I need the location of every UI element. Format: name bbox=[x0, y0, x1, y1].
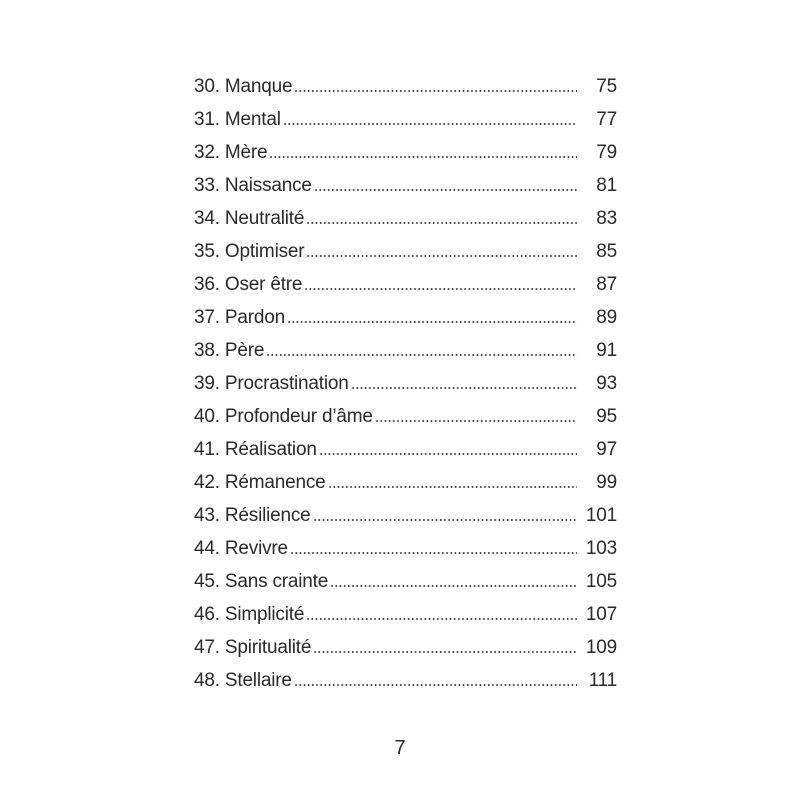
dot-leader bbox=[294, 85, 577, 93]
toc-entry-page: 81 bbox=[596, 175, 617, 196]
toc-entry bbox=[194, 433, 617, 466]
toc-entry-page: 101 bbox=[585, 505, 617, 526]
dot-leader bbox=[313, 646, 577, 654]
dot-leader bbox=[283, 118, 577, 126]
toc-entry-title: 41. Réalisation bbox=[194, 439, 317, 460]
toc-entry-title: 40. Profondeur d’âme bbox=[194, 406, 373, 427]
toc-entry-title: 44. Revivre bbox=[194, 538, 288, 559]
toc-entry-page: 99 bbox=[596, 472, 617, 493]
toc-entry-title: 46. Simplicité bbox=[194, 604, 305, 625]
toc-entry-title: 35. Optimiser bbox=[194, 241, 305, 262]
toc-entry-title: 47. Spiritualité bbox=[194, 637, 312, 658]
toc-entry-page: 107 bbox=[585, 604, 617, 625]
toc-entry bbox=[194, 136, 617, 169]
toc-entry-page: 93 bbox=[596, 373, 617, 394]
toc-entry bbox=[194, 169, 617, 202]
toc-entry bbox=[194, 664, 617, 697]
toc-entry-title: 45. Sans crainte bbox=[194, 571, 329, 592]
toc-entry-title: 36. Oser être bbox=[194, 274, 303, 295]
dot-leader bbox=[290, 547, 577, 555]
toc-entry bbox=[194, 631, 617, 664]
toc-entry-title: 30. Manque bbox=[194, 76, 293, 97]
toc-entry-title: 48. Stellaire bbox=[194, 670, 292, 691]
dot-leader bbox=[306, 613, 577, 621]
toc-entry-page: 105 bbox=[585, 571, 617, 592]
dot-leader bbox=[287, 316, 577, 324]
toc-entry bbox=[194, 334, 617, 367]
toc-entry-title: 37. Pardon bbox=[194, 307, 285, 328]
toc-entry-title: 33. Naissance bbox=[194, 175, 312, 196]
toc-entry-page: 87 bbox=[596, 274, 617, 295]
dot-leader bbox=[269, 151, 577, 159]
dot-leader bbox=[304, 283, 577, 291]
toc-entry-page: 83 bbox=[596, 208, 617, 229]
toc-entry-page: 111 bbox=[588, 670, 617, 691]
toc-entry-page: 79 bbox=[596, 142, 617, 163]
dot-leader bbox=[375, 415, 577, 423]
toc-entry bbox=[194, 466, 617, 499]
dot-leader bbox=[319, 448, 577, 456]
toc-entry bbox=[194, 532, 617, 565]
toc-entry-page: 75 bbox=[596, 76, 617, 97]
toc-entry bbox=[194, 70, 617, 103]
toc-entry bbox=[194, 301, 617, 334]
toc-entry bbox=[194, 202, 617, 235]
toc-entry-page: 77 bbox=[596, 109, 617, 130]
toc-entry-title: 39. Procrastination bbox=[194, 373, 349, 394]
toc-entry-title: 34. Neutralité bbox=[194, 208, 305, 229]
toc-entry bbox=[194, 400, 617, 433]
toc-entry bbox=[194, 103, 617, 136]
toc-entry-page: 89 bbox=[596, 307, 617, 328]
toc-entry-page: 85 bbox=[596, 241, 617, 262]
dot-leader bbox=[313, 514, 577, 522]
toc-entry-title: 32. Mère bbox=[194, 142, 268, 163]
toc-entry-title: 31. Mental bbox=[194, 109, 281, 130]
page-number: 7 bbox=[394, 737, 406, 759]
toc-entry-page: 95 bbox=[596, 406, 617, 427]
toc-entry-page: 91 bbox=[596, 340, 617, 361]
dot-leader bbox=[330, 580, 577, 588]
toc-entry bbox=[194, 367, 617, 400]
toc-entry bbox=[194, 499, 617, 532]
toc-entry-title: 42. Rémanence bbox=[194, 472, 326, 493]
toc-entry bbox=[194, 565, 617, 598]
toc-entry bbox=[194, 235, 617, 268]
dot-leader bbox=[306, 250, 577, 258]
toc-entry-page: 97 bbox=[596, 439, 617, 460]
dot-leader bbox=[294, 679, 577, 687]
toc-entry bbox=[194, 268, 617, 301]
dot-leader bbox=[266, 349, 577, 357]
dot-leader bbox=[314, 184, 577, 192]
dot-leader bbox=[328, 481, 577, 489]
toc-entry-page: 109 bbox=[585, 637, 617, 658]
toc-entry bbox=[194, 598, 617, 631]
toc-entry-title: 38. Père bbox=[194, 340, 265, 361]
dot-leader bbox=[351, 382, 577, 390]
toc-entry-title: 43. Résilience bbox=[194, 505, 311, 526]
table-of-contents bbox=[194, 70, 617, 697]
dot-leader bbox=[306, 217, 577, 225]
toc-entry-page: 103 bbox=[585, 538, 617, 559]
